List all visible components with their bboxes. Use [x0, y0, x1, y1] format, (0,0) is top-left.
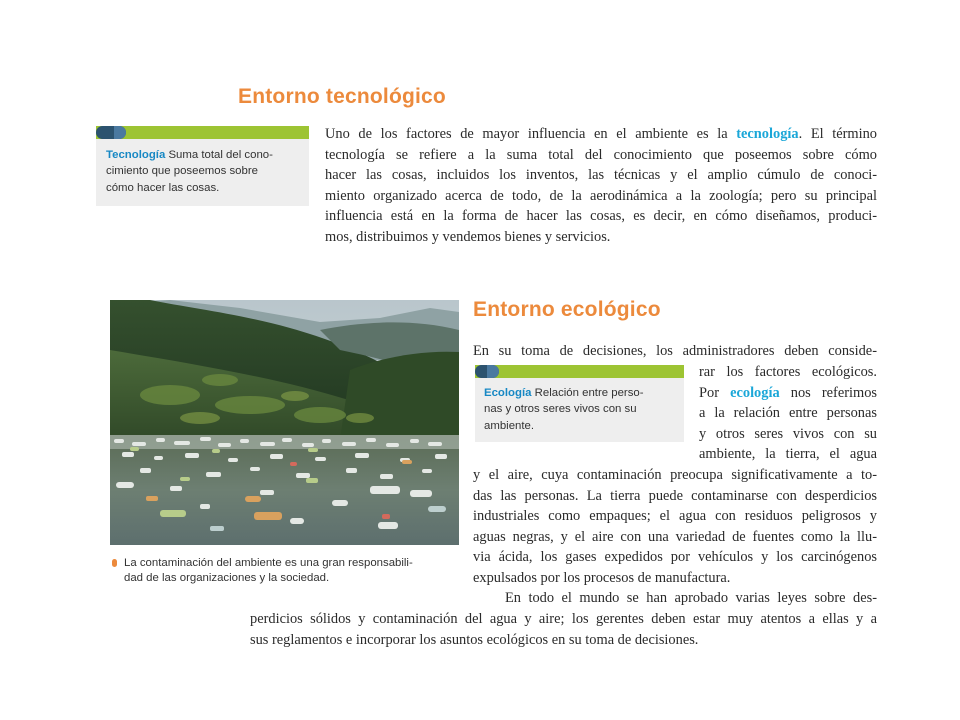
definition-line: cómo hacer las cosas. [106, 181, 220, 194]
caption-line: La contaminación del ambiente es una gran responsabili- [124, 557, 413, 569]
text-line: expulsados por los procesos de manufactura. [473, 569, 731, 586]
text-line: ambiente, la tierra, el agua [699, 446, 877, 463]
ecology-paragraph-wide [473, 465, 877, 589]
text-line: y el aire, cuya contaminación preocupa significativamente a to- [473, 467, 877, 483]
definition-box-technology [96, 126, 309, 206]
definition-text [484, 385, 682, 434]
caption-marker [112, 559, 117, 567]
text-line: miento organizado acerca de todo, de la aerodinámica a la zoología; pero su principal [325, 187, 877, 204]
ecology-paragraph-2 [250, 609, 877, 650]
definition-line: Relación entre perso- [531, 387, 644, 399]
text-line: y otros seres vivos con su [699, 425, 877, 442]
section-heading-ecological: Entorno ecológico [473, 298, 661, 321]
text-line: En su toma de decisiones, los administradores deben conside- [473, 343, 877, 359]
caption-line: dad de las organizaciones y la sociedad. [124, 572, 330, 585]
text-line: tecnología se refiere a la suma total del conocimiento que poseemos sobre cómo [325, 146, 877, 163]
text-line: perdicios sólidos y contaminación del agua y aire; los gerentes deben estar muy atentos a ellas y a [250, 611, 877, 627]
definition-term: Ecología [484, 387, 532, 399]
definition-bar [475, 365, 684, 378]
definition-tab [475, 365, 499, 378]
text-line: sus reglamentos e incorporar los asuntos ecológicos en su toma de decisiones. [250, 631, 699, 648]
text-line: mos, distribuimos y vendemos bienes y servicios. [325, 228, 611, 245]
ecology-paragraph-narrow [699, 362, 877, 465]
pollution-photo [110, 300, 459, 545]
definition-line: Suma total del cono- [165, 149, 273, 161]
text-line: via ácida, los gases expedidos por vehículos y los carcinógenos [473, 549, 877, 566]
text-line: Por ecología nos referimos [699, 384, 877, 401]
definition-line: cimiento que poseemos sobre [106, 165, 258, 178]
ecology-paragraph-2-first-line [505, 588, 877, 609]
text-line: En todo el mundo se han aprobado varias leyes sobre des- [505, 590, 877, 606]
photo-caption [112, 556, 462, 587]
definition-bar [96, 126, 309, 139]
highlight-term-technology: tecnología [736, 126, 799, 142]
definition-tab [96, 126, 126, 139]
text-line: rar los factores ecológicos. [699, 364, 877, 380]
definition-text [106, 147, 306, 196]
definition-box-ecology [475, 365, 684, 442]
definition-line: ambiente. [484, 419, 535, 432]
text-line: Uno de los factores de mayor influencia en el ambiente es la tecnología. El término [325, 126, 877, 142]
definition-term: Tecnología [106, 149, 166, 161]
text-line: influencia está en la forma de hacer las cosas, es decir, en cómo diseñamos, produci- [325, 208, 877, 225]
technology-paragraph [325, 124, 877, 248]
text-line: aguas negras, y el aire con una variedad de fuentes como la llu- [473, 528, 877, 545]
section-heading-technological: Entorno tecnológico [238, 85, 446, 108]
text-line: industriales como empaques; el agua con residuos peligrosos y [473, 508, 877, 525]
definition-line: nas y otros seres vivos con su [484, 403, 637, 416]
text-line: a la relación entre personas [699, 405, 877, 422]
text-line: das las personas. La tierra puede contaminarse con desperdicios [473, 487, 877, 504]
text-line: hacer las cosas, incluidos los inventos, las técnicas y el amplio cúmulo de conoci- [325, 167, 877, 184]
highlight-term-ecology: ecología [730, 384, 780, 401]
ecology-paragraph-first-line [473, 341, 877, 362]
